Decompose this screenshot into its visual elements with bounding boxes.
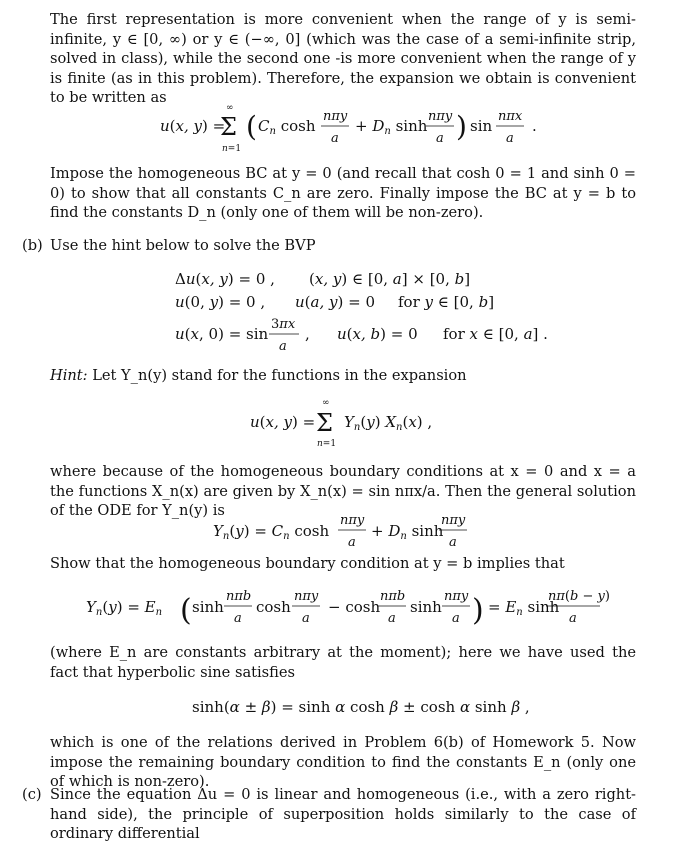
svg-text:u(a, y) = 0: u(a, y) = 0 (295, 293, 375, 311)
svg-text:∞: ∞ (322, 398, 330, 408)
svg-text:a: a (569, 611, 577, 626)
part-c-label: (c) (22, 786, 42, 803)
constants-text: (where E_n are constants arbitrary at the moment); here we have used the fact that hyperbolic sine satisfies (50, 644, 636, 681)
svg-text:u(x, b) = 0: u(x, b) = 0 (337, 325, 418, 343)
svg-text:a: a (348, 535, 356, 550)
svg-text:a: a (452, 611, 460, 626)
svg-text:.: . (532, 117, 537, 135)
svg-text:nπy: nπy (294, 589, 319, 604)
svg-text:(: ( (180, 593, 192, 628)
part-a-intro: The first representation is more convenient when the range of y is semi-infinite, y ∈ [0, ∞) or y ∈ (−∞, 0] (which was the case of a semi-infinite strip, solved in class), while the second one -is more convenient when the range of y is finite (as in this problem). Therefore, the expansion we obtain is convenient to be written as (50, 11, 636, 106)
svg-text:n=1: n=1 (317, 439, 337, 449)
svg-text:a: a (388, 611, 396, 626)
svg-text:a: a (279, 339, 287, 354)
svg-text:− cosh: − cosh (328, 598, 381, 616)
svg-text:a: a (331, 131, 339, 146)
svg-text:u(0, y) = 0 ,: u(0, y) = 0 , (175, 293, 266, 311)
svg-text:nπb: nπb (380, 589, 406, 604)
svg-text:Yn(y) = Cn cosh: $Y_n(y) = C_n$ cosh (213, 522, 330, 542)
svg-text:sinh(α ± β) = sinh α cosh β ±: sinh(α ± β) = sinh α cosh β ± cosh α sinh β , (192, 698, 530, 716)
svg-text:a: a (449, 535, 457, 550)
svg-text:u(x, y) =: u(x, y) = (160, 117, 226, 135)
svg-text:Yn(y) = En: $Y_n(y) = E_n$ (86, 598, 163, 618)
bvp-system (175, 268, 575, 356)
svg-text:cosh: cosh (256, 598, 291, 616)
svg-text:a: a (234, 611, 242, 626)
part-b-lead: Use the hint below to solve the BVP (50, 237, 316, 254)
hint-text: Let Y_n(y) stand for the functions in the expansion (92, 367, 467, 384)
svg-text:∞: ∞ (226, 103, 234, 113)
svg-text:): ) (472, 593, 484, 628)
svg-text:for y ∈ [0, b]: for y ∈ [0, b] (398, 293, 495, 311)
svg-text:sinh: sinh (410, 598, 442, 616)
hint-line (50, 366, 636, 386)
svg-text:nπy: nπy (340, 513, 365, 528)
svg-text:,: , (305, 325, 310, 343)
hyperbolic-identity-equation (192, 694, 530, 720)
svg-text:u(x, 0) = sin: u(x, 0) = sin (175, 325, 269, 343)
svg-text:a: a (436, 131, 444, 146)
svg-text:Cn cosh: $C_n$ cosh (258, 117, 316, 137)
svg-text:n=1: n=1 (222, 144, 242, 154)
general-solution-equation (213, 510, 473, 554)
part-b-label: (b) (22, 237, 43, 254)
where-text: where because of the homogeneous boundary conditions at x = 0 and x = a the functions X_n(x) are given by X_n(x) = sin nπx/a. Then the general solution of the ODE for Y_n(y) is (50, 463, 636, 519)
svg-text:(x, y) ∈ [0, a] × [0, b]: (x, y) ∈ [0, a] × [0, b] (309, 270, 471, 288)
expansion-equation (160, 98, 560, 158)
svg-text:Δu(x, y) = 0 ,: Δu(x, y) = 0 , (175, 270, 275, 288)
svg-text:u(x, y) =: u(x, y) = (250, 413, 316, 431)
svg-text:for x ∈ [0, a] .: for x ∈ [0, a] . (443, 325, 548, 343)
part-a-impose-text: Impose the homogeneous BC at y = 0 (and recall that cosh 0 = 1 and sinh 0 = 0) to show that all constants C_n are zero. Finally impose the BC at y = b to find the constants D_n (only one of them will be non-zero). (50, 165, 636, 221)
svg-text:a: a (302, 611, 310, 626)
implied-solution-equation (86, 582, 610, 638)
svg-text:a: a (506, 131, 514, 146)
svg-text:3πx: 3πx (271, 317, 296, 332)
svg-text:nπ(b − y): nπ(b − y) (548, 589, 610, 604)
part-c-text: Since the equation Δu = 0 is linear and homogeneous (i.e., with a zero right-hand side), the principle of superposition holds similarly to the case of ordinary differential (50, 786, 636, 842)
svg-text:Σ: Σ (316, 409, 333, 437)
show-text: Show that the homogeneous boundary condition at y = b implies that (50, 555, 565, 572)
svg-text:= En sinh: = $E_n$ sinh (488, 598, 560, 618)
hint-label: Hint: (50, 367, 88, 384)
svg-text:+ Dn sinh: + $D_n$ sinh (371, 522, 444, 542)
hint-equation (250, 394, 470, 450)
svg-text:Σ: Σ (220, 113, 237, 141)
svg-text:sinh: sinh (192, 598, 224, 616)
svg-text:nπy: nπy (441, 513, 466, 528)
svg-text:(: ( (246, 110, 257, 143)
svg-text:nπx: nπx (498, 109, 523, 124)
svg-text:sin: sin (470, 117, 493, 135)
svg-text:Yn(y) Xn(x) ,: $Y_n(y)$ $X_n(x)$ , (344, 413, 433, 433)
svg-text:nπy: nπy (323, 109, 348, 124)
svg-text:nπy: nπy (428, 109, 453, 124)
which-text: which is one of the relations derived in Problem 6(b) of Homework 5. Now impose the remaining boundary condition to find the constants E_n (only one of which is non-zero). (50, 734, 636, 790)
svg-text:nπb: nπb (226, 589, 252, 604)
svg-text:nπy: nπy (444, 589, 469, 604)
svg-text:+ Dn sinh: + $D_n$ sinh (355, 117, 428, 137)
svg-text:): ) (456, 110, 467, 143)
